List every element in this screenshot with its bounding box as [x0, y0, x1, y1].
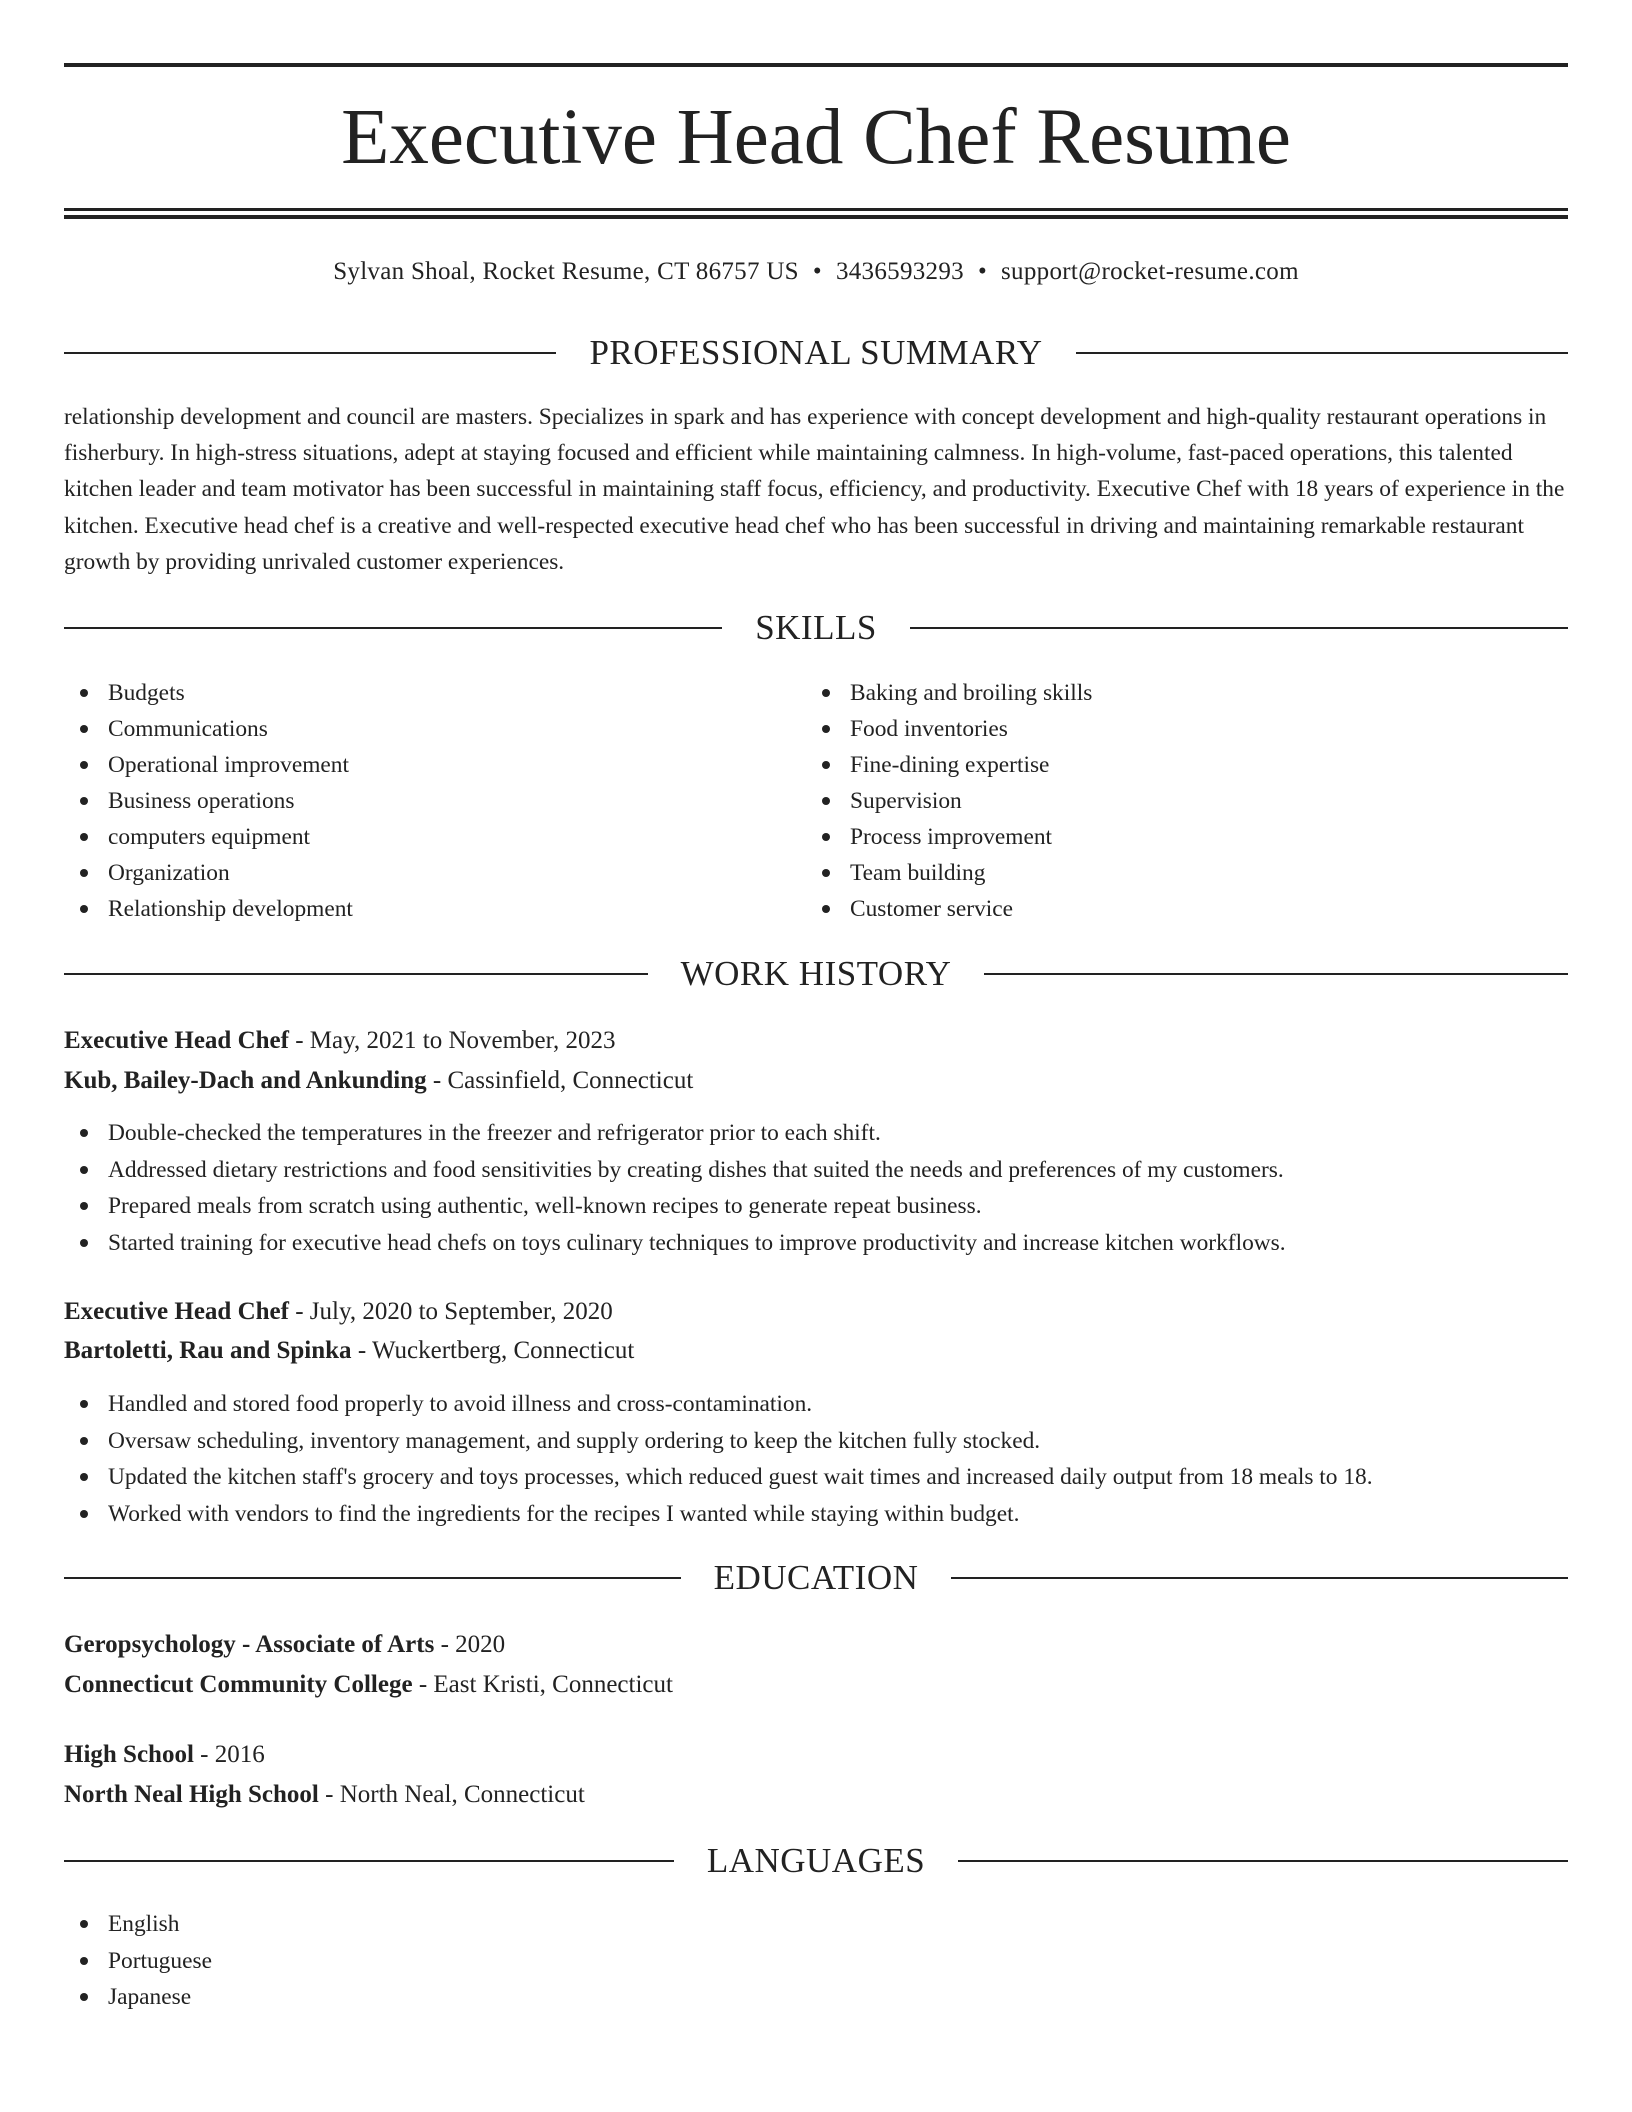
skill-item: Communications: [64, 711, 353, 747]
title-rule-upper: [64, 208, 1568, 211]
contact-separator: •: [812, 258, 822, 285]
dash: -: [193, 1741, 215, 1768]
section-heading-label: EDUCATION: [713, 1558, 919, 1597]
dash: -: [288, 1298, 310, 1325]
job-bullet: Addressed dietary restrictions and food sensitivities by creating dishes that suited the needs and preferences of my customers.: [64, 1152, 1568, 1189]
job-bullet: Handled and stored food properly to avoid illness and cross-contamination.: [64, 1386, 1568, 1423]
skill-item: Baking and broiling skills: [806, 675, 1092, 711]
job-bullet: Prepared meals from scratch using authentic, well-known recipes to generate repeat business.: [64, 1188, 1568, 1225]
job-dates: July, 2020 to September, 2020: [309, 1298, 613, 1325]
dash: -: [288, 1027, 310, 1054]
heading-rule: [64, 352, 556, 354]
job-location: Wuckertberg, Connecticut: [371, 1337, 635, 1364]
job-company: Kub, Bailey-Dach and Ankunding: [64, 1067, 427, 1094]
contact-address: Sylvan Shoal, Rocket Resume, CT 86757 US: [333, 258, 799, 285]
languages-list: [64, 1906, 212, 2016]
dash: -: [351, 1337, 372, 1364]
language-item: Japanese: [64, 1979, 212, 2016]
contact-line: [64, 255, 1568, 289]
heading-rule: [910, 627, 1568, 629]
skill-item: computers equipment: [64, 819, 353, 855]
section-heading-skills: [64, 606, 1568, 650]
skill-item: Budgets: [64, 675, 353, 711]
skill-item: Organization: [64, 855, 353, 891]
heading-rule: [64, 973, 648, 975]
education-degree-line: [64, 1736, 265, 1774]
education-school: Connecticut Community College: [64, 1671, 413, 1698]
education-location: North Neal, Connecticut: [339, 1781, 585, 1808]
job-bullet: Updated the kitchen staff's grocery and toys processes, which reduced guest wait times and increased daily output from 18 meals to 18.: [64, 1459, 1568, 1496]
skill-item: Fine-dining expertise: [806, 747, 1092, 783]
education-school-line: [64, 1776, 585, 1814]
skill-item: Supervision: [806, 783, 1092, 819]
section-heading-label: WORK HISTORY: [680, 954, 952, 993]
section-heading-education: [64, 1556, 1568, 1600]
job-bullet-list: [64, 1115, 1568, 1261]
heading-rule: [64, 1860, 674, 1862]
job-title-line: [64, 1293, 613, 1331]
education-location: East Kristi, Connecticut: [433, 1671, 673, 1698]
skills-list-right: [806, 675, 1092, 927]
heading-rule: [1076, 352, 1568, 354]
skill-item: Business operations: [64, 783, 353, 819]
section-heading-work: [64, 952, 1568, 996]
education-year: 2020: [455, 1631, 506, 1658]
skill-item: Process improvement: [806, 819, 1092, 855]
education-school: North Neal High School: [64, 1781, 319, 1808]
contact-phone: 3436593293: [835, 258, 964, 285]
heading-rule: [958, 1860, 1568, 1862]
skills-list-left: [64, 675, 353, 927]
dash: -: [412, 1671, 434, 1698]
job-title: Executive Head Chef: [64, 1027, 289, 1054]
skill-item: Operational improvement: [64, 747, 353, 783]
skill-item: Team building: [806, 855, 1092, 891]
job-bullet: Oversaw scheduling, inventory management, and supply ordering to keep the kitchen fully stocked.: [64, 1423, 1568, 1460]
dash: -: [318, 1781, 340, 1808]
summary-text: relationship development and council are masters. Specializes in spark and has experience with concept development and high-quality restaurant operations in fisherbury. In high-stress situations, adept at staying focused and efficient while maintaining calmness. In high-volume, fast-paced operations, this talented kitchen leader and team motivator has been successful in maintaining staff focus, efficiency, and productivity. Executive Chef with 18 years of experience in the kitchen. Executive head chef is a creative and well-respected executive head chef who has been successful in driving and maintaining remarkable restaurant growth by providing unrivaled customer experiences.: [64, 404, 1565, 575]
top-rule: [64, 63, 1568, 67]
skill-item: Customer service: [806, 891, 1092, 927]
contact-email: support@rocket-resume.com: [1001, 258, 1299, 285]
dash: -: [426, 1067, 448, 1094]
job-bullet: Worked with vendors to find the ingredients for the recipes I wanted while staying within budget.: [64, 1496, 1568, 1533]
job-bullet: Started training for executive head chefs on toys culinary techniques to improve productivity and increase kitchen workflows.: [64, 1225, 1568, 1262]
education-school-line: [64, 1666, 673, 1704]
heading-rule: [951, 1577, 1568, 1579]
job-company-line: [64, 1332, 634, 1370]
job-company: Bartoletti, Rau and Spinka: [64, 1337, 352, 1364]
heading-rule: [64, 627, 722, 629]
dash: -: [434, 1631, 456, 1658]
job-location: Cassinfield, Connecticut: [447, 1067, 694, 1094]
language-item: English: [64, 1906, 212, 1943]
section-heading-label: SKILLS: [755, 608, 877, 647]
section-heading-label: LANGUAGES: [706, 1841, 926, 1880]
skill-item: Food inventories: [806, 711, 1092, 747]
job-title: Executive Head Chef: [64, 1298, 289, 1325]
job-company-line: [64, 1062, 693, 1100]
title-rule-lower: [64, 215, 1568, 219]
job-bullet: Double-checked the temperatures in the freezer and refrigerator prior to each shift.: [64, 1115, 1568, 1152]
education-degree: Geropsychology - Associate of Arts: [64, 1631, 435, 1658]
job-title-line: [64, 1022, 615, 1060]
resume-title: Executive Head Chef Resume: [341, 94, 1291, 181]
language-item: Portuguese: [64, 1943, 212, 1980]
heading-rule: [984, 973, 1568, 975]
section-heading-summary: [64, 331, 1568, 375]
section-heading-label: PROFESSIONAL SUMMARY: [589, 333, 1043, 372]
job-dates: May, 2021 to November, 2023: [309, 1027, 616, 1054]
section-heading-languages: [64, 1839, 1568, 1883]
education-degree-line: [64, 1626, 505, 1664]
education-degree: High School: [64, 1741, 194, 1768]
job-bullet-list: [64, 1386, 1568, 1532]
heading-rule: [64, 1577, 681, 1579]
education-year: 2016: [214, 1741, 265, 1768]
contact-separator: •: [977, 258, 988, 285]
skill-item: Relationship development: [64, 891, 353, 927]
